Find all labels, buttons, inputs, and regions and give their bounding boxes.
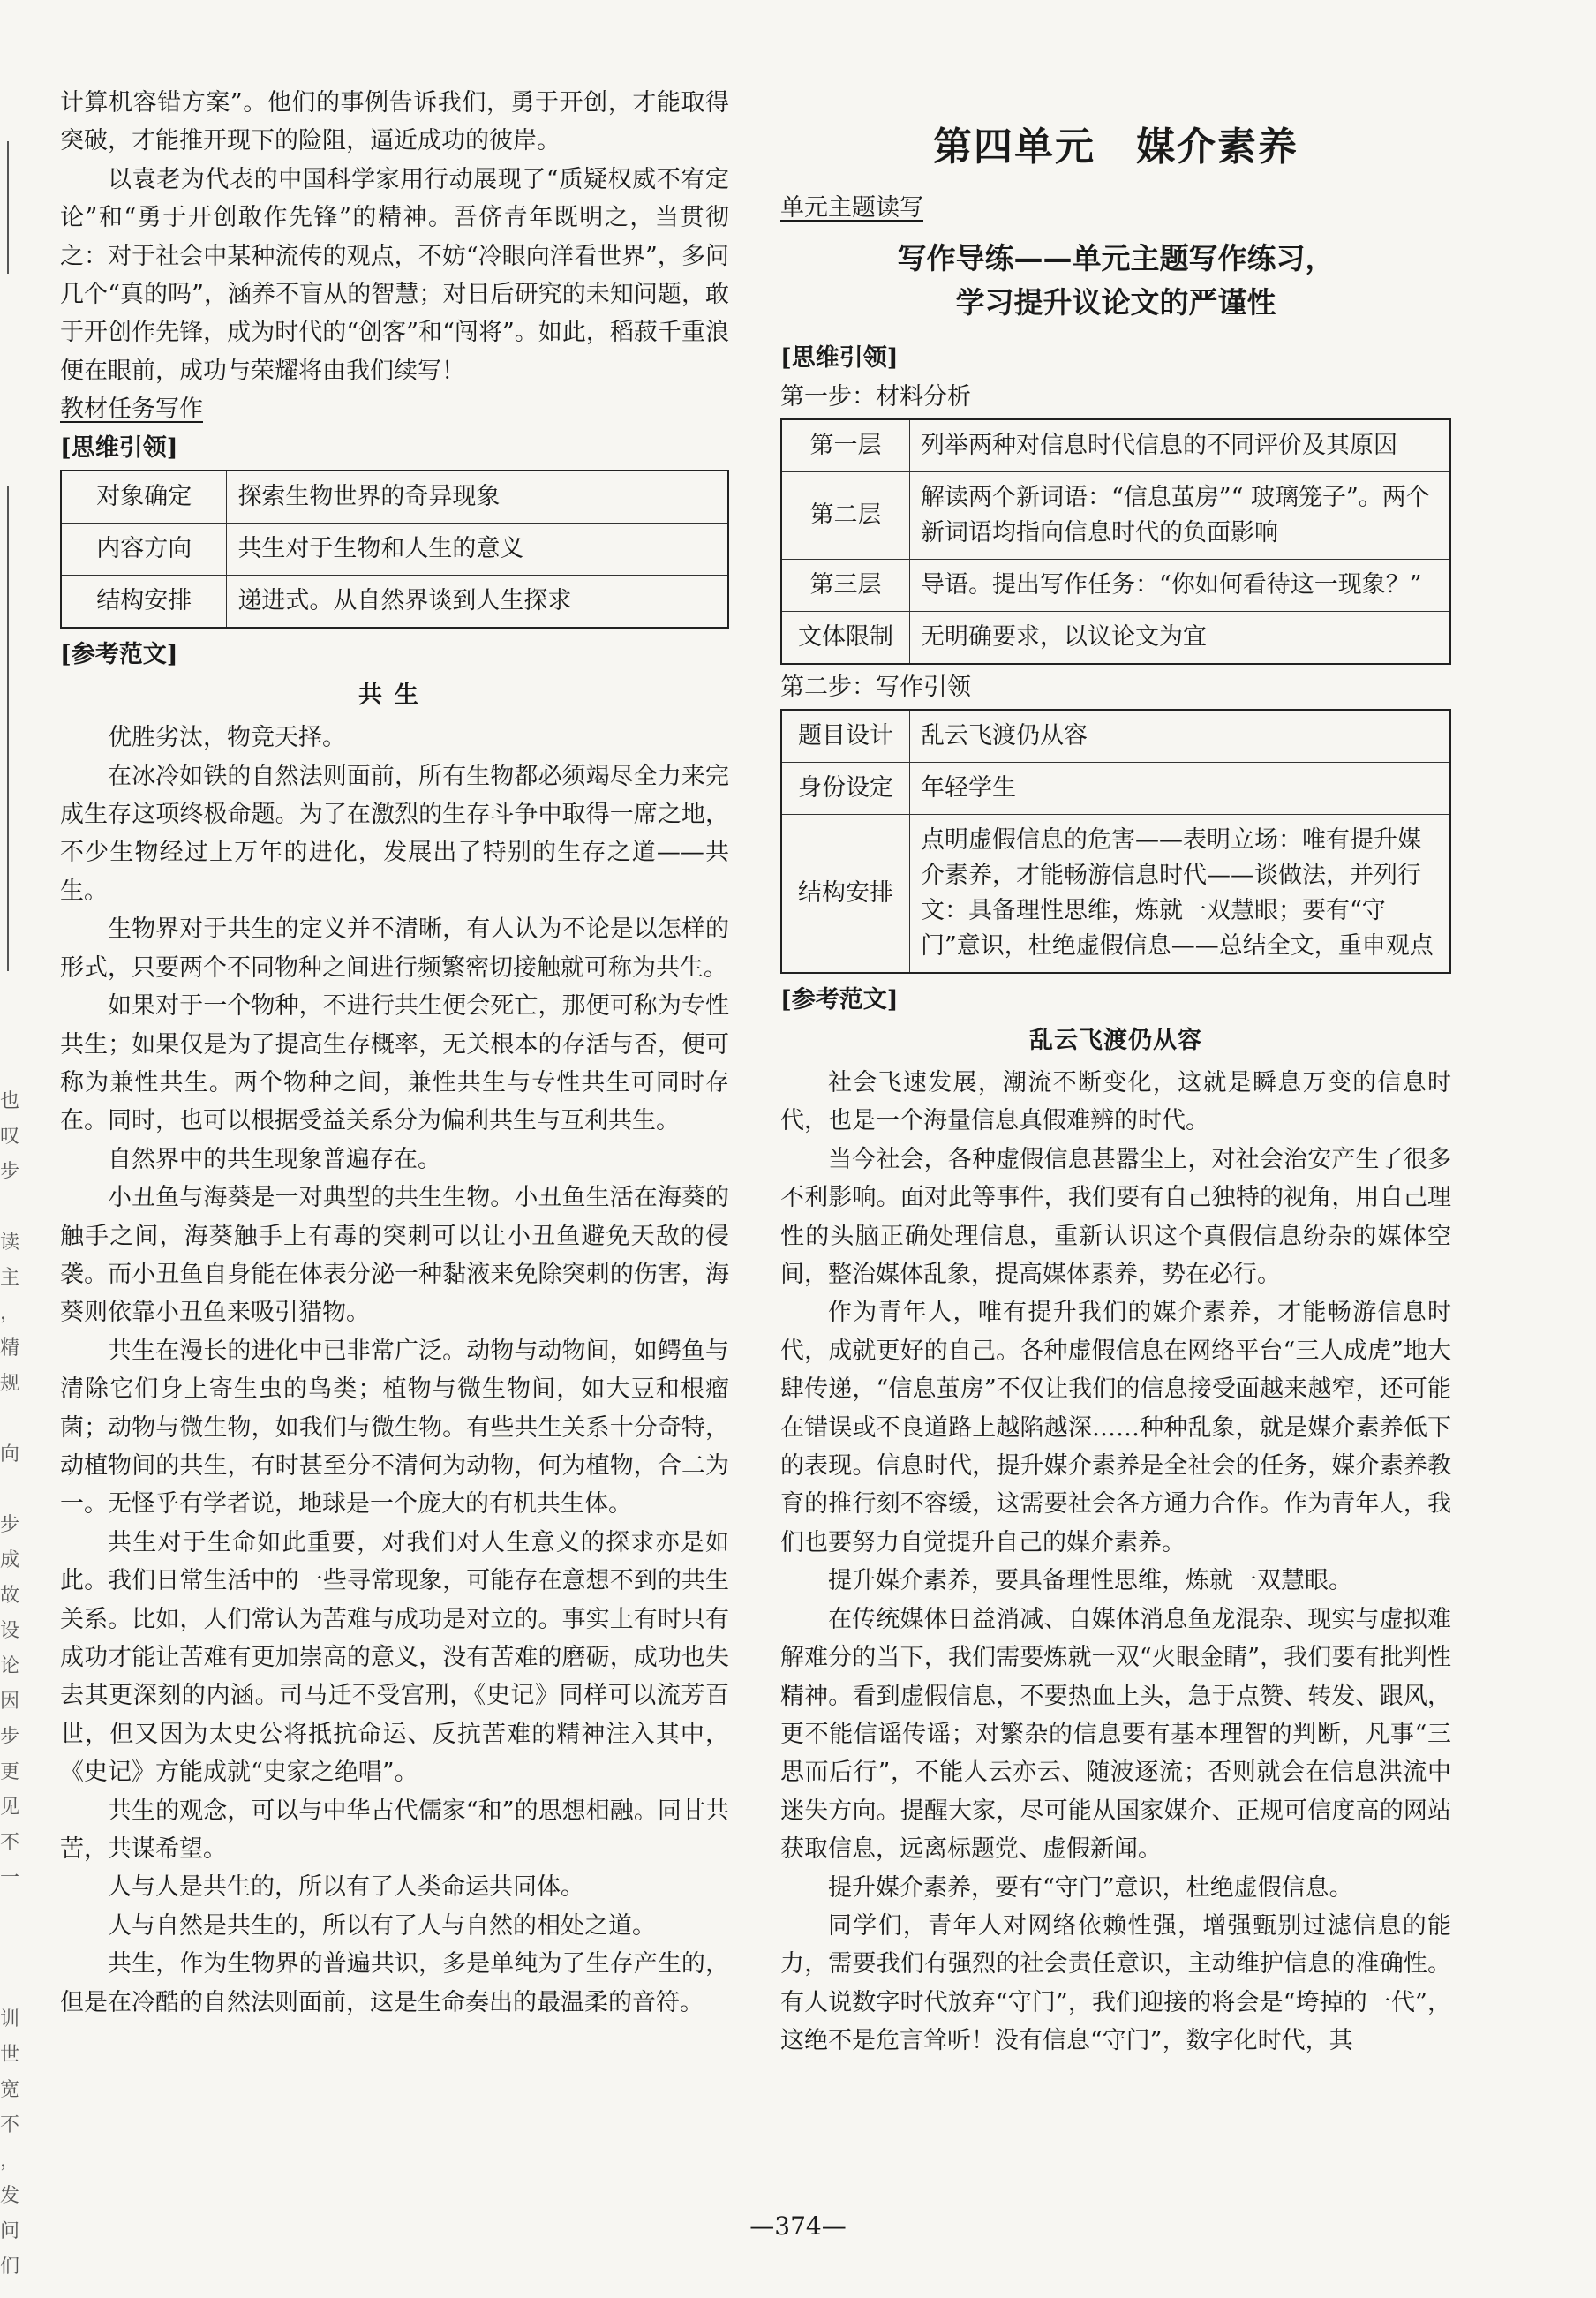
essay-title: 乱云飞渡仍从容 — [1029, 1027, 1202, 1054]
row-label: 第三层 — [781, 560, 910, 612]
thinking-tag: [思维引领] — [60, 434, 178, 463]
table-row — [781, 815, 1450, 974]
margin-char: 因 — [0, 1691, 20, 1713]
margin-char: 步 — [0, 1726, 20, 1748]
writing-plan-table — [60, 470, 729, 629]
margin-char: 论 — [0, 1655, 20, 1677]
table-row — [61, 471, 728, 524]
sample-tag: [参考范文] — [780, 986, 899, 1013]
essay-title: 共生 — [358, 682, 431, 710]
essay-paragraph: 共生的观念，可以与中华古代儒家“和”的思想相融。同甘共苦，共谋希望。 — [60, 1797, 729, 1864]
intro-paragraph: 计算机容错方案”。他们的事例告诉我们，勇于开创，才能取得突破，才能推开现下的险阻，逼近成功的彼岸。 — [60, 89, 729, 155]
margin-char: 主 — [0, 1267, 20, 1289]
margin-char: 规 — [0, 1373, 20, 1395]
margin-char: ， — [0, 1302, 20, 1324]
table-row — [781, 710, 1450, 763]
row-label: 第二层 — [781, 472, 910, 560]
section-heading: 教材任务写作 — [60, 396, 203, 424]
margin-char: 世 — [0, 2044, 20, 2066]
row-label: 题目设计 — [781, 710, 910, 763]
margin-char: 发 — [0, 2185, 20, 2207]
margin-char: 不 — [0, 1832, 20, 1854]
table-row — [781, 560, 1450, 612]
essay-paragraph: 人与自然是共生的，所以有了人与自然的相处之道。 — [108, 1911, 656, 1940]
essay-paragraph: 人与人是共生的，所以有了人类命运共同体。 — [108, 1873, 584, 1902]
essay-paragraph: 生物界对于共生的定义并不清晰，有人认为不论是以怎样的形式，只要两个不同物种之间进行频繁密切接触就可称为共生。 — [60, 915, 729, 982]
row-label: 对象确定 — [61, 471, 227, 524]
row-label: 身份设定 — [781, 763, 910, 815]
margin-char: 叹 — [0, 1126, 20, 1148]
right-column — [780, 115, 1451, 2061]
section-heading: 单元主题读写 — [780, 194, 923, 222]
margin-char: 不 — [0, 2114, 20, 2136]
margin-char: 步 — [0, 1514, 20, 1536]
margin-char: 宽 — [0, 2079, 20, 2101]
margin-char: 见 — [0, 1797, 20, 1819]
row-value: 点明虚假信息的危害——表明立场：唯有提升媒介素养，才能畅游信息时代——谈做法，并列行文：具备理性思维，炼就一双慧眼；要有“守门”意识，杜绝虚假信息——总结全文，重申观点 — [910, 815, 1451, 974]
row-label: 文体限制 — [781, 612, 910, 665]
intro-paragraph: 以袁老为代表的中国科学家用行动展现了“质疑权威不宥定论”和“勇于开创敢作先锋”的精神。吾侪青年既明之，当贯彻之：对于社会中某种流传的观点，不妨“冷眼向洋看世界”，多问几个“真的吗”，涵养不盲从的智慧；对日后研究的未知问题，敢于开创作先锋，成为时代的“创客”和“闯将”。如此，稻菽千重浪便在眼前，成功与荣耀将由我们续写！ — [60, 165, 729, 385]
essay-paragraph: 共生在漫长的进化中已非常广泛。动物与动物间，如鳄鱼与清除它们身上寄生虫的鸟类；植物与微生物间，如大豆和根瘤菌；动物与微生物，如我们与微生物。有些共生关系十分奇特，动植物间的共生，有时甚至分不清何为动物，何为植物，合二为一。无怪乎有学者说，地球是一个庞大的有机共生体。 — [60, 1337, 729, 1518]
row-value: 无明确要求，以议论文为宜 — [910, 612, 1451, 665]
unit-title: 第四单元 媒介素养 — [933, 124, 1299, 170]
margin-char: 们 — [0, 2256, 20, 2278]
essay-paragraph: 小丑鱼与海葵是一对典型的共生生物。小丑鱼生活在海葵的触手之间，海葵触手上有毒的突刺可以让小丑鱼避免天敌的侵袭。而小丑鱼自身能在体表分泌一种黏液来免除突刺的伤害，海葵则依靠小丑鱼来吸引猎物。 — [60, 1184, 729, 1327]
row-value: 共生对于生物和人生的意义 — [227, 524, 728, 576]
margin-char: 精 — [0, 1337, 20, 1360]
guide-title-line: 写作导练——单元主题写作练习， — [897, 241, 1335, 275]
table-row — [61, 524, 728, 576]
material-analysis-table — [780, 418, 1451, 665]
row-value: 解读两个新词语：“信息茧房”“ 玻璃笼子”。两个新词语均指向信息时代的负面影响 — [910, 472, 1451, 560]
row-value: 递进式。从自然界谈到人生探求 — [227, 576, 728, 629]
row-label: 结构安排 — [61, 576, 227, 629]
row-label: 内容方向 — [61, 524, 227, 576]
margin-char: 向 — [0, 1443, 20, 1465]
thinking-tag: [思维引领] — [780, 344, 899, 372]
margin-rule — [7, 141, 9, 274]
margin-char: 训 — [0, 2008, 20, 2031]
row-label: 第一层 — [781, 419, 910, 472]
step-heading: 第一步：材料分析 — [780, 383, 971, 411]
margin-char: ， — [0, 2150, 20, 2172]
essay-paragraph: 在传统媒体日益消减、自媒体消息鱼龙混杂、现实与虚拟难解难分的当下，我们需要炼就一双“火眼金睛”，我们要有批判性精神。看到虚假信息，不要热血上头，急于点赞、转发、跟风，更不能信谣传谣；对繁杂的信息要有基本理智的判断，凡事“三思而后行”，不能人云亦云、随波逐流；否则就会在信息洪流中迷失方向。提醒大家，尽可能从国家媒介、正规可信度高的网站获取信息，远离标题党、虚假新闻。 — [780, 1605, 1451, 1864]
essay-paragraph: 共生，作为生物界的普遍共识，多是单纯为了生存产生的，但是在冷酷的自然法则面前，这是生命奏出的最温柔的音符。 — [60, 1950, 729, 2016]
table-row — [61, 576, 728, 629]
row-value: 导语。提出写作任务：“你如何看待这一现象？” — [910, 560, 1451, 612]
margin-rule — [7, 486, 9, 971]
binding-margin — [0, 115, 20, 2278]
margin-char: 一 — [0, 1867, 20, 1889]
margin-char: 更 — [0, 1761, 20, 1783]
margin-char: 步 — [0, 1161, 20, 1183]
page-number: —374— — [749, 2211, 847, 2241]
essay-paragraph: 同学们，青年人对网络依赖性强，增强甄别过滤信息的能力，需要我们有强烈的社会责任意识，主动维护信息的准确性。有人说数字时代放弃“守门”，我们迎接的将会是“垮掉的一代”，这绝不是危言耸听！没有信息“守门”，数字化时代，其 — [780, 1911, 1451, 2055]
table-row — [781, 612, 1450, 665]
margin-char: 读 — [0, 1232, 20, 1254]
table-row — [781, 419, 1450, 472]
row-value: 列举两种对信息时代信息的不同评价及其原因 — [910, 419, 1451, 472]
margin-char: 成 — [0, 1549, 20, 1571]
essay-paragraph: 提升媒介素养，要有“守门”意识，杜绝虚假信息。 — [828, 1873, 1353, 1902]
essay-paragraph: 优胜劣汰，物竞天择。 — [108, 724, 346, 752]
margin-char: 设 — [0, 1620, 20, 1642]
table-row — [781, 763, 1450, 815]
row-value: 年轻学生 — [910, 763, 1451, 815]
writing-guide-table — [780, 709, 1451, 974]
essay-paragraph: 自然界中的共生现象普遍存在。 — [108, 1145, 441, 1173]
row-value: 探索生物世界的奇异现象 — [227, 471, 728, 524]
left-column — [60, 84, 729, 2022]
essay-paragraph: 当今社会，各种虚假信息甚嚣尘上，对社会治安产生了很多不利影响。面对此等事件，我们要有自己独特的视角，用自己理性的头脑正确处理信息，重新认识这个真假信息纷杂的媒体空间，整治媒体乱象，提高媒体素养，势在必行。 — [780, 1145, 1451, 1289]
margin-char: 故 — [0, 1585, 20, 1607]
row-label: 结构安排 — [781, 815, 910, 974]
table-row — [781, 472, 1450, 560]
essay-paragraph: 如果对于一个物种，不进行共生便会死亡，那便可称为专性共生；如果仅是为了提高生存概率，无关根本的存活与否，便可称为兼性共生。两个物种之间，兼性共生与专性共生可同时存在。同时，也可以根据受益关系分为偏利共生与互利共生。 — [60, 992, 729, 1135]
step-heading: 第二步：写作引领 — [780, 674, 971, 701]
row-value: 乱云飞渡仍从容 — [910, 710, 1451, 763]
margin-char: 问 — [0, 2220, 20, 2242]
essay-paragraph: 提升媒介素养，要具备理性思维，炼就一双慧眼。 — [828, 1567, 1352, 1595]
guide-title — [780, 237, 1451, 325]
essay-paragraph: 在冰冷如铁的自然法则面前，所有生物都必须竭尽全力来完成生存这项终极命题。为了在激烈的生存斗争中取得一席之地，不少生物经过上万年的进化，发展出了特别的生存之道——共生。 — [60, 762, 729, 905]
essay-paragraph: 作为青年人，唯有提升我们的媒介素养，才能畅游信息时代，成就更好的自己。各种虚假信息在网络平台“三人成虎”地大肆传递，“信息茧房”不仅让我们的信息接受面越来越窄，还可能在错误或不良道路上越陷越深……种种乱象，就是媒介素养低下的表现。信息时代，提升媒介素养是全社会的任务，媒介素养教育的推行刻不容缓，这需要社会各方通力合作。作为青年人，我们也要努力自觉提升自己的媒介素养。 — [780, 1299, 1451, 1556]
margin-char: 也 — [0, 1090, 20, 1112]
sample-tag: [参考范文] — [60, 641, 178, 669]
guide-title-line: 学习提升议论文的严谨性 — [955, 285, 1276, 320]
essay-paragraph: 共生对于生命如此重要，对我们对人生意义的探求亦是如此。我们日常生活中的一些寻常现象，可能存在意想不到的共生关系。比如，人们常认为苦难与成功是对立的。事实上有时只有成功才能让苦难有更加崇高的意义，没有苦难的磨砺，成功也失去其更深刻的内涵。司马迁不受宫刑，《史记》同样可以流芳百世，但又因为太史公将抵抗命运、反抗苦难的精神注入其中，《史记》方能成就“史家之绝唱”。 — [60, 1528, 729, 1787]
essay-paragraph: 社会飞速发展，潮流不断变化，这就是瞬息万变的信息时代，也是一个海量信息真假难辨的时代。 — [780, 1069, 1451, 1135]
